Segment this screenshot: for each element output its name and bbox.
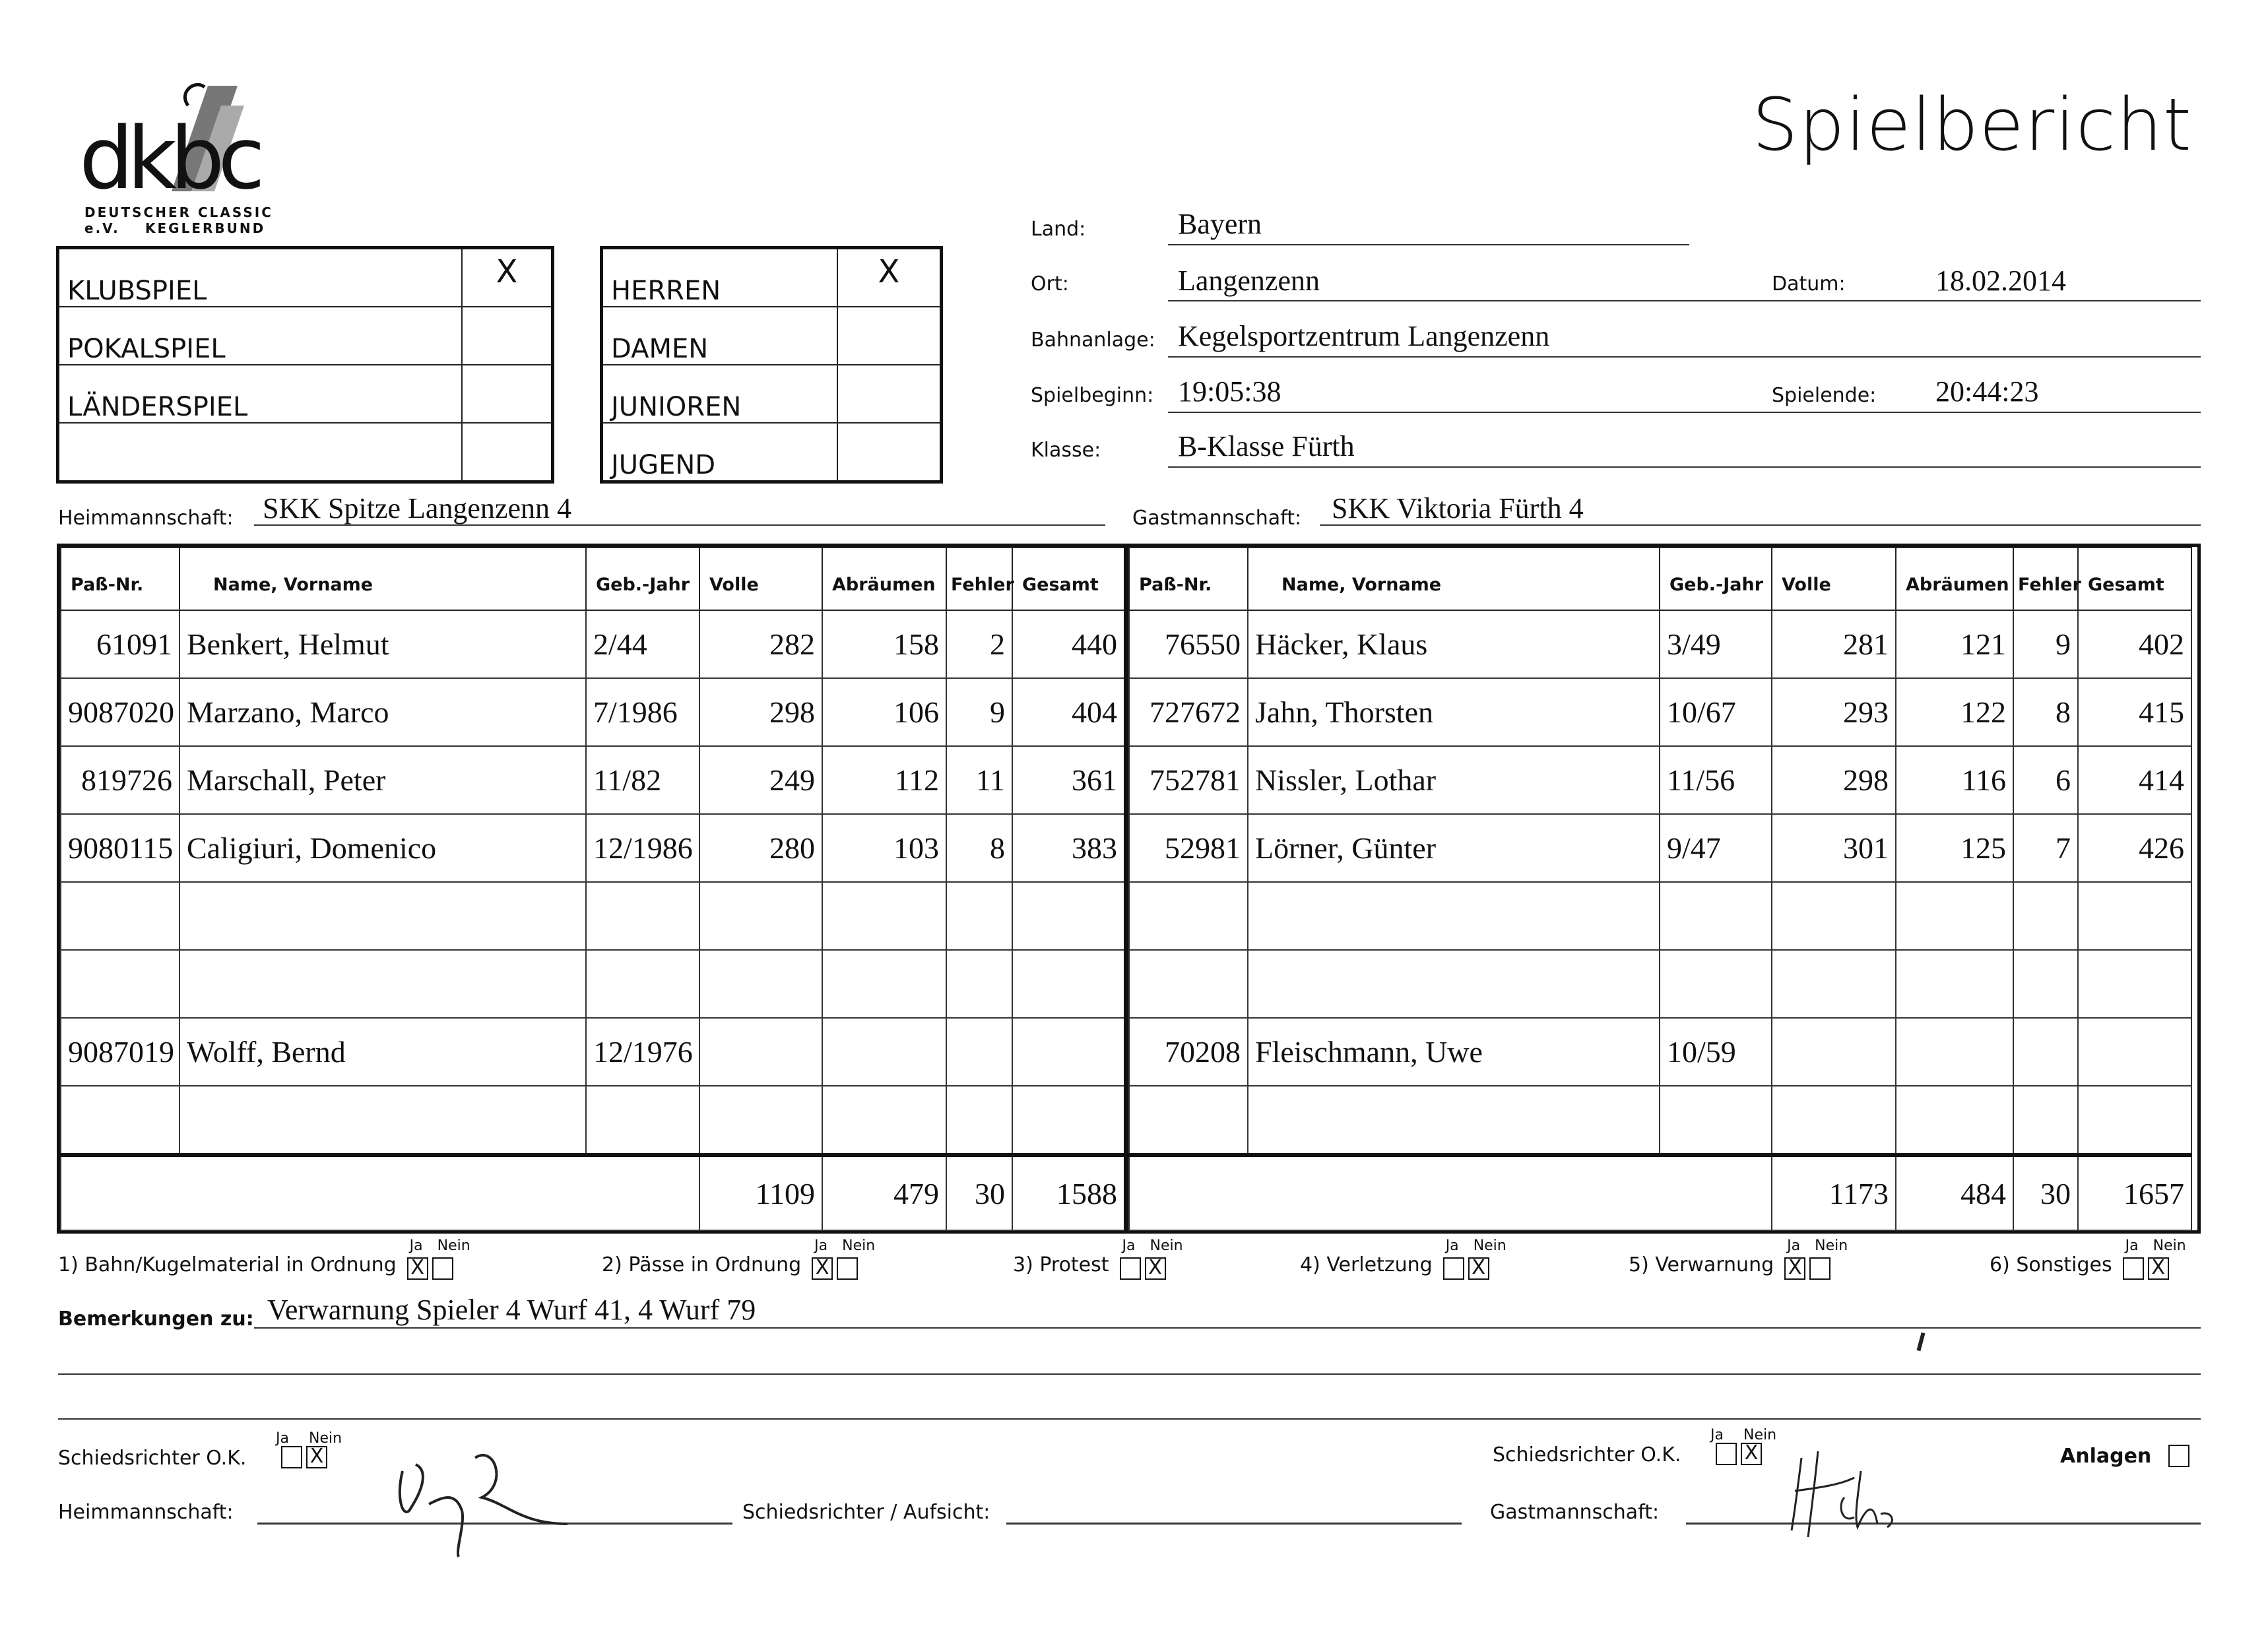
check-nein-checkbox[interactable] <box>432 1257 453 1280</box>
gesamt-cell[interactable] <box>1012 950 1124 1018</box>
volle-cell[interactable] <box>699 882 822 950</box>
pass-nr-cell[interactable]: 727672 <box>1129 678 1248 746</box>
birth-year-cell[interactable]: 10/67 <box>1660 678 1772 746</box>
pass-nr-cell[interactable] <box>1129 882 1248 950</box>
spielende-value[interactable]: 20:44:23 <box>1935 375 2039 408</box>
total-fehler[interactable]: 30 <box>2013 1155 2078 1230</box>
name-cell[interactable] <box>179 1086 586 1155</box>
remarks-label: Bemerkungen zu: <box>58 1307 254 1331</box>
name-cell[interactable] <box>1248 1086 1660 1155</box>
ja-label: Ja <box>1787 1237 1801 1254</box>
bahnanlage-label: Bahnanlage: <box>1031 329 1155 352</box>
logo-letters: dkbc <box>79 108 259 208</box>
col-header: Fehler <box>2013 548 2078 610</box>
abraeumen-cell[interactable]: 121 <box>1896 610 2013 678</box>
ja-label: Ja <box>814 1237 828 1254</box>
logo-line1: DEUTSCHER CLASSIC e.V. <box>84 204 273 236</box>
table-row <box>1129 950 2191 1018</box>
nein-label: Nein <box>1743 1427 1777 1443</box>
table-row <box>61 814 1124 882</box>
table-row <box>1129 814 2191 882</box>
logo-line2: KEGLERBUND <box>145 220 266 236</box>
gesamt-cell[interactable]: 402 <box>2078 610 2191 678</box>
col-header: Abräumen <box>822 548 946 610</box>
table-row <box>1129 882 2191 950</box>
referee-signature-line <box>1006 1523 1462 1525</box>
table-row <box>61 746 1124 814</box>
birth-year-cell[interactable]: 11/56 <box>1660 746 1772 814</box>
category-label: HERREN <box>602 248 838 307</box>
ja-label: Ja <box>1122 1237 1136 1254</box>
match-type-label: POKALSPIEL <box>58 307 463 365</box>
col-header: Name, Vorname <box>179 548 586 610</box>
abraeumen-cell[interactable]: 158 <box>822 610 946 678</box>
abraeumen-cell[interactable]: 125 <box>1896 814 2013 882</box>
check-ja-checkbox[interactable] <box>1443 1257 1464 1280</box>
total-volle[interactable]: 1173 <box>1772 1155 1896 1230</box>
fehler-cell[interactable] <box>946 950 1012 1018</box>
category-mark[interactable] <box>837 307 942 365</box>
check-ja-checkbox[interactable] <box>1120 1257 1141 1280</box>
pass-nr-cell[interactable]: 61091 <box>61 610 179 678</box>
dkbc-logo <box>73 79 310 237</box>
gesamt-cell[interactable]: 361 <box>1012 746 1124 814</box>
total-gesamt[interactable]: 1588 <box>1012 1155 1124 1230</box>
pass-nr-cell[interactable] <box>1129 1086 1248 1155</box>
col-header: Gesamt <box>1012 548 1124 610</box>
home-signature-label: Heimmannschaft: <box>58 1501 234 1524</box>
abraeumen-cell[interactable]: 106 <box>822 678 946 746</box>
birth-year-cell[interactable] <box>1660 1086 1772 1155</box>
birth-year-cell[interactable] <box>586 882 699 950</box>
col-header: Volle <box>699 548 822 610</box>
total-spacer <box>1129 1155 1772 1230</box>
table-row <box>61 1018 1124 1086</box>
bahnanlage-value[interactable]: Kegelsportzentrum Langenzenn <box>1178 320 1550 352</box>
spielende-label: Spielende: <box>1772 384 1877 407</box>
klasse-line <box>1168 466 2201 468</box>
total-abraeumen[interactable]: 479 <box>822 1155 946 1230</box>
fehler-cell[interactable]: 8 <box>2013 678 2078 746</box>
guest-signature-line <box>1686 1523 2201 1525</box>
gesamt-cell[interactable]: 415 <box>2078 678 2191 746</box>
page-title: Spielbericht <box>1752 82 2193 167</box>
check-item <box>1629 1235 1848 1279</box>
table-row <box>1129 1086 2191 1155</box>
check-item-label: 6) Sonstiges <box>1990 1253 2112 1276</box>
check-ja-checkbox[interactable]: X <box>1784 1257 1805 1280</box>
spielbeginn-value[interactable]: 19:05:38 <box>1178 375 1281 408</box>
table-row <box>61 610 1124 678</box>
home-referee-ok-label: Schiedsrichter O.K. <box>58 1447 247 1470</box>
guest-score-table <box>1128 547 2192 1231</box>
volle-cell[interactable] <box>1772 950 1896 1018</box>
total-volle[interactable]: 1109 <box>699 1155 822 1230</box>
abraeumen-cell[interactable]: 112 <box>822 746 946 814</box>
name-cell[interactable]: Benkert, Helmut <box>179 610 586 678</box>
nein-label: Nein <box>309 1430 342 1447</box>
check-item <box>58 1235 470 1279</box>
volle-cell[interactable]: 293 <box>1772 678 1896 746</box>
guest-referee-ok-nein-checkbox[interactable]: X <box>1741 1443 1762 1465</box>
fehler-cell[interactable] <box>2013 1086 2078 1155</box>
table-divider <box>1124 544 1128 1230</box>
ja-label: Ja <box>1445 1237 1459 1254</box>
total-spacer <box>61 1155 699 1230</box>
remarks-line-2 <box>58 1373 2201 1375</box>
abraeumen-cell[interactable] <box>1896 1086 2013 1155</box>
check-item <box>1013 1235 1183 1279</box>
name-cell[interactable] <box>179 950 586 1018</box>
table-row <box>61 678 1124 746</box>
check-item <box>1990 1235 2186 1279</box>
name-cell[interactable]: Fleischmann, Uwe <box>1248 1018 1660 1086</box>
category-mark[interactable] <box>837 423 942 482</box>
pass-nr-cell[interactable] <box>61 882 179 950</box>
volle-cell[interactable]: 280 <box>699 814 822 882</box>
fehler-cell[interactable] <box>2013 1018 2078 1086</box>
volle-cell[interactable]: 281 <box>1772 610 1896 678</box>
pass-nr-cell[interactable]: 819726 <box>61 746 179 814</box>
pass-nr-cell[interactable] <box>61 1086 179 1155</box>
check-item-label: 3) Protest <box>1013 1253 1109 1276</box>
pass-nr-cell[interactable] <box>1129 950 1248 1018</box>
name-cell[interactable]: Wolff, Bernd <box>179 1018 586 1086</box>
gesamt-cell[interactable] <box>2078 882 2191 950</box>
abraeumen-cell[interactable] <box>1896 882 2013 950</box>
home-team-name[interactable]: SKK Spitze Langenzenn 4 <box>263 492 571 524</box>
volle-cell[interactable]: 249 <box>699 746 822 814</box>
nein-label: Nein <box>1473 1237 1507 1254</box>
birth-year-cell[interactable] <box>1660 882 1772 950</box>
gesamt-cell[interactable]: 404 <box>1012 678 1124 746</box>
birth-year-cell[interactable]: 2/44 <box>586 610 699 678</box>
pass-nr-cell[interactable] <box>61 950 179 1018</box>
check-nein-checkbox[interactable]: X <box>2148 1257 2169 1280</box>
guest-team-line <box>1320 524 2201 526</box>
datum-value[interactable]: 18.02.2014 <box>1935 265 2066 297</box>
remarks-text[interactable]: Verwarnung Spieler 4 Wurf 41, 4 Wurf 79 <box>267 1294 756 1326</box>
match-type-label: LÄNDERSPIEL <box>58 365 463 423</box>
klasse-value[interactable]: B-Klasse Fürth <box>1178 430 1355 462</box>
abraeumen-cell[interactable]: 116 <box>1896 746 2013 814</box>
home-referee-ok-ja-checkbox[interactable] <box>281 1446 302 1468</box>
pass-nr-cell[interactable]: 52981 <box>1129 814 1248 882</box>
table-row <box>61 950 1124 1018</box>
col-header: Volle <box>1772 548 1896 610</box>
gesamt-cell[interactable]: 414 <box>2078 746 2191 814</box>
guest-signature-label: Gastmannschaft: <box>1490 1501 1660 1524</box>
birth-year-cell[interactable]: 3/49 <box>1660 610 1772 678</box>
birth-year-cell[interactable]: 10/59 <box>1660 1018 1772 1086</box>
pass-nr-cell[interactable]: 9080115 <box>61 814 179 882</box>
match-type-table <box>56 246 554 484</box>
pass-nr-cell[interactable]: 76550 <box>1129 610 1248 678</box>
col-header: Paß-Nr. <box>1129 548 1248 610</box>
fehler-cell[interactable] <box>2013 950 2078 1018</box>
abraeumen-cell[interactable] <box>822 1086 946 1155</box>
fehler-cell[interactable]: 9 <box>946 678 1012 746</box>
col-header: Paß-Nr. <box>61 548 179 610</box>
fehler-cell[interactable]: 7 <box>2013 814 2078 882</box>
category-mark[interactable] <box>837 365 942 423</box>
gesamt-cell[interactable] <box>1012 882 1124 950</box>
check-nein-checkbox[interactable]: X <box>1468 1257 1489 1280</box>
check-item-label: 2) Pässe in Ordnung <box>602 1253 802 1276</box>
land-line <box>1168 244 1689 245</box>
guest-team-name[interactable]: SKK Viktoria Fürth 4 <box>1332 492 1584 524</box>
fehler-cell[interactable] <box>946 882 1012 950</box>
nein-label: Nein <box>1150 1237 1183 1254</box>
col-header: Geb.-Jahr <box>1660 548 1772 610</box>
name-cell[interactable]: Marschall, Peter <box>179 746 586 814</box>
check-item <box>1300 1235 1507 1279</box>
ort-value[interactable]: Langenzenn <box>1178 265 1320 297</box>
birth-year-cell[interactable]: 9/47 <box>1660 814 1772 882</box>
check-item-label: 1) Bahn/Kugelmaterial in Ordnung <box>58 1253 397 1276</box>
col-header: Name, Vorname <box>1248 548 1660 610</box>
gesamt-cell[interactable] <box>2078 950 2191 1018</box>
volle-cell[interactable] <box>1772 1018 1896 1086</box>
guest-signature[interactable] <box>1782 1438 1914 1546</box>
total-gesamt[interactable]: 1657 <box>2078 1155 2191 1230</box>
birth-year-cell[interactable]: 12/1986 <box>586 814 699 882</box>
col-header: Geb.-Jahr <box>586 548 699 610</box>
name-cell[interactable] <box>1248 882 1660 950</box>
check-nein-checkbox[interactable] <box>837 1257 858 1280</box>
category-label: DAMEN <box>602 307 838 365</box>
pass-nr-cell[interactable]: 9087020 <box>61 678 179 746</box>
name-cell[interactable] <box>1248 950 1660 1018</box>
fehler-cell[interactable] <box>946 1086 1012 1155</box>
remarks-line-1 <box>254 1327 2201 1329</box>
check-item-label: 4) Verletzung <box>1300 1253 1433 1276</box>
pass-nr-cell[interactable]: 70208 <box>1129 1018 1248 1086</box>
table-row <box>61 882 1124 950</box>
pass-nr-cell[interactable]: 752781 <box>1129 746 1248 814</box>
referee-signature-label: Schiedsrichter / Aufsicht: <box>742 1501 990 1524</box>
fehler-cell[interactable]: 11 <box>946 746 1012 814</box>
check-item <box>602 1235 876 1279</box>
abraeumen-cell[interactable] <box>822 882 946 950</box>
col-header: Fehler <box>946 548 1012 610</box>
name-cell[interactable] <box>179 882 586 950</box>
fehler-cell[interactable] <box>946 1018 1012 1086</box>
col-header: Abräumen <box>1896 548 2013 610</box>
land-label: Land: <box>1031 218 1086 241</box>
volle-cell[interactable] <box>1772 1086 1896 1155</box>
home-referee-ok-nein-checkbox[interactable]: X <box>306 1446 327 1468</box>
category-table <box>600 246 943 484</box>
abraeumen-cell[interactable] <box>1896 950 2013 1018</box>
match-type-mark[interactable]: X <box>462 248 553 307</box>
table-row <box>1129 610 2191 678</box>
fehler-cell[interactable]: 8 <box>946 814 1012 882</box>
guest-referee-ok-label: Schiedsrichter O.K. <box>1493 1443 1681 1466</box>
gesamt-cell[interactable] <box>1012 1086 1124 1155</box>
check-ja-checkbox[interactable]: X <box>812 1257 833 1280</box>
name-cell[interactable]: Lörner, Günter <box>1248 814 1660 882</box>
match-type-mark[interactable] <box>462 307 553 365</box>
match-type-mark[interactable] <box>462 365 553 423</box>
birth-year-cell[interactable]: 7/1986 <box>586 678 699 746</box>
check-item-label: 5) Verwarnung <box>1629 1253 1774 1276</box>
nein-label: Nein <box>842 1237 876 1254</box>
birth-year-cell[interactable] <box>586 950 699 1018</box>
ja-label: Ja <box>2125 1237 2139 1254</box>
gesamt-cell[interactable]: 383 <box>1012 814 1124 882</box>
name-cell[interactable]: Marzano, Marco <box>179 678 586 746</box>
check-nein-checkbox[interactable]: X <box>1145 1257 1166 1280</box>
match-type-mark[interactable] <box>462 423 553 482</box>
fehler-cell[interactable]: 2 <box>946 610 1012 678</box>
ort-line <box>1168 300 2201 301</box>
home-signature[interactable] <box>389 1432 587 1566</box>
remarks-line-3 <box>58 1418 2201 1420</box>
volle-cell[interactable] <box>699 1086 822 1155</box>
guest-referee-ok-ja-checkbox[interactable] <box>1716 1443 1737 1465</box>
check-nein-checkbox[interactable] <box>1809 1257 1831 1280</box>
volle-cell[interactable]: 298 <box>699 678 822 746</box>
abraeumen-cell[interactable] <box>822 1018 946 1086</box>
gesamt-cell[interactable] <box>2078 1018 2191 1086</box>
birth-year-cell[interactable] <box>586 1086 699 1155</box>
table-row <box>1129 678 2191 746</box>
ja-label: Ja <box>409 1237 423 1254</box>
nein-label: Nein <box>1815 1237 1848 1254</box>
ort-label: Ort: <box>1031 272 1069 296</box>
total-abraeumen[interactable]: 484 <box>1896 1155 2013 1230</box>
guest-team-label: Gastmannschaft: <box>1132 507 1302 530</box>
category-mark[interactable]: X <box>837 248 942 307</box>
home-team-label: Heimmannschaft: <box>58 507 234 530</box>
table-row <box>1129 746 2191 814</box>
match-type-label: KLUBSPIEL <box>58 248 463 307</box>
gesamt-cell[interactable] <box>2078 1086 2191 1155</box>
spielbeginn-label: Spielbeginn: <box>1031 384 1154 407</box>
volle-cell[interactable]: 298 <box>1772 746 1896 814</box>
match-type-label <box>58 423 463 482</box>
name-cell[interactable]: Nissler, Lothar <box>1248 746 1660 814</box>
check-ja-checkbox[interactable]: X <box>407 1257 428 1280</box>
category-label: JUNIOREN <box>602 365 838 423</box>
home-score-table <box>60 547 1125 1231</box>
volle-cell[interactable] <box>699 950 822 1018</box>
spielbeginn-line <box>1168 412 2201 413</box>
category-label: JUGEND <box>602 423 838 482</box>
volle-cell[interactable]: 282 <box>699 610 822 678</box>
volle-cell[interactable] <box>1772 882 1896 950</box>
land-value[interactable]: Bayern <box>1178 208 1262 240</box>
bahnanlage-line <box>1168 356 2201 358</box>
ink-mark <box>1916 1333 1925 1352</box>
ja-label: Ja <box>276 1430 289 1447</box>
anlagen-label: Anlagen <box>2060 1445 2152 1468</box>
anlagen-checkbox[interactable] <box>2168 1445 2189 1467</box>
gesamt-cell[interactable]: 440 <box>1012 610 1124 678</box>
name-cell[interactable]: Jahn, Thorsten <box>1248 678 1660 746</box>
gesamt-cell[interactable]: 426 <box>2078 814 2191 882</box>
fehler-cell[interactable]: 6 <box>2013 746 2078 814</box>
col-header: Gesamt <box>2078 548 2191 610</box>
birth-year-cell[interactable]: 11/82 <box>586 746 699 814</box>
datum-label: Datum: <box>1772 272 1846 296</box>
abraeumen-cell[interactable] <box>822 950 946 1018</box>
volle-cell[interactable]: 301 <box>1772 814 1896 882</box>
ja-label: Ja <box>1710 1427 1724 1443</box>
name-cell[interactable]: Caligiuri, Domenico <box>179 814 586 882</box>
abraeumen-cell[interactable] <box>1896 1018 2013 1086</box>
pass-nr-cell[interactable]: 9087019 <box>61 1018 179 1086</box>
home-team-line <box>254 524 1105 526</box>
nein-label: Nein <box>437 1237 470 1254</box>
check-ja-checkbox[interactable] <box>2123 1257 2144 1280</box>
nein-label: Nein <box>2153 1237 2186 1254</box>
fehler-cell[interactable] <box>2013 882 2078 950</box>
birth-year-cell[interactable] <box>1660 950 1772 1018</box>
abraeumen-cell[interactable]: 103 <box>822 814 946 882</box>
klasse-label: Klasse: <box>1031 439 1101 462</box>
abraeumen-cell[interactable]: 122 <box>1896 678 2013 746</box>
table-row <box>1129 1018 2191 1086</box>
name-cell[interactable]: Häcker, Klaus <box>1248 610 1660 678</box>
fehler-cell[interactable]: 9 <box>2013 610 2078 678</box>
total-fehler[interactable]: 30 <box>946 1155 1012 1230</box>
table-row <box>61 1086 1124 1155</box>
gesamt-cell[interactable] <box>1012 1018 1124 1086</box>
birth-year-cell[interactable]: 12/1976 <box>586 1018 699 1086</box>
volle-cell[interactable] <box>699 1018 822 1086</box>
